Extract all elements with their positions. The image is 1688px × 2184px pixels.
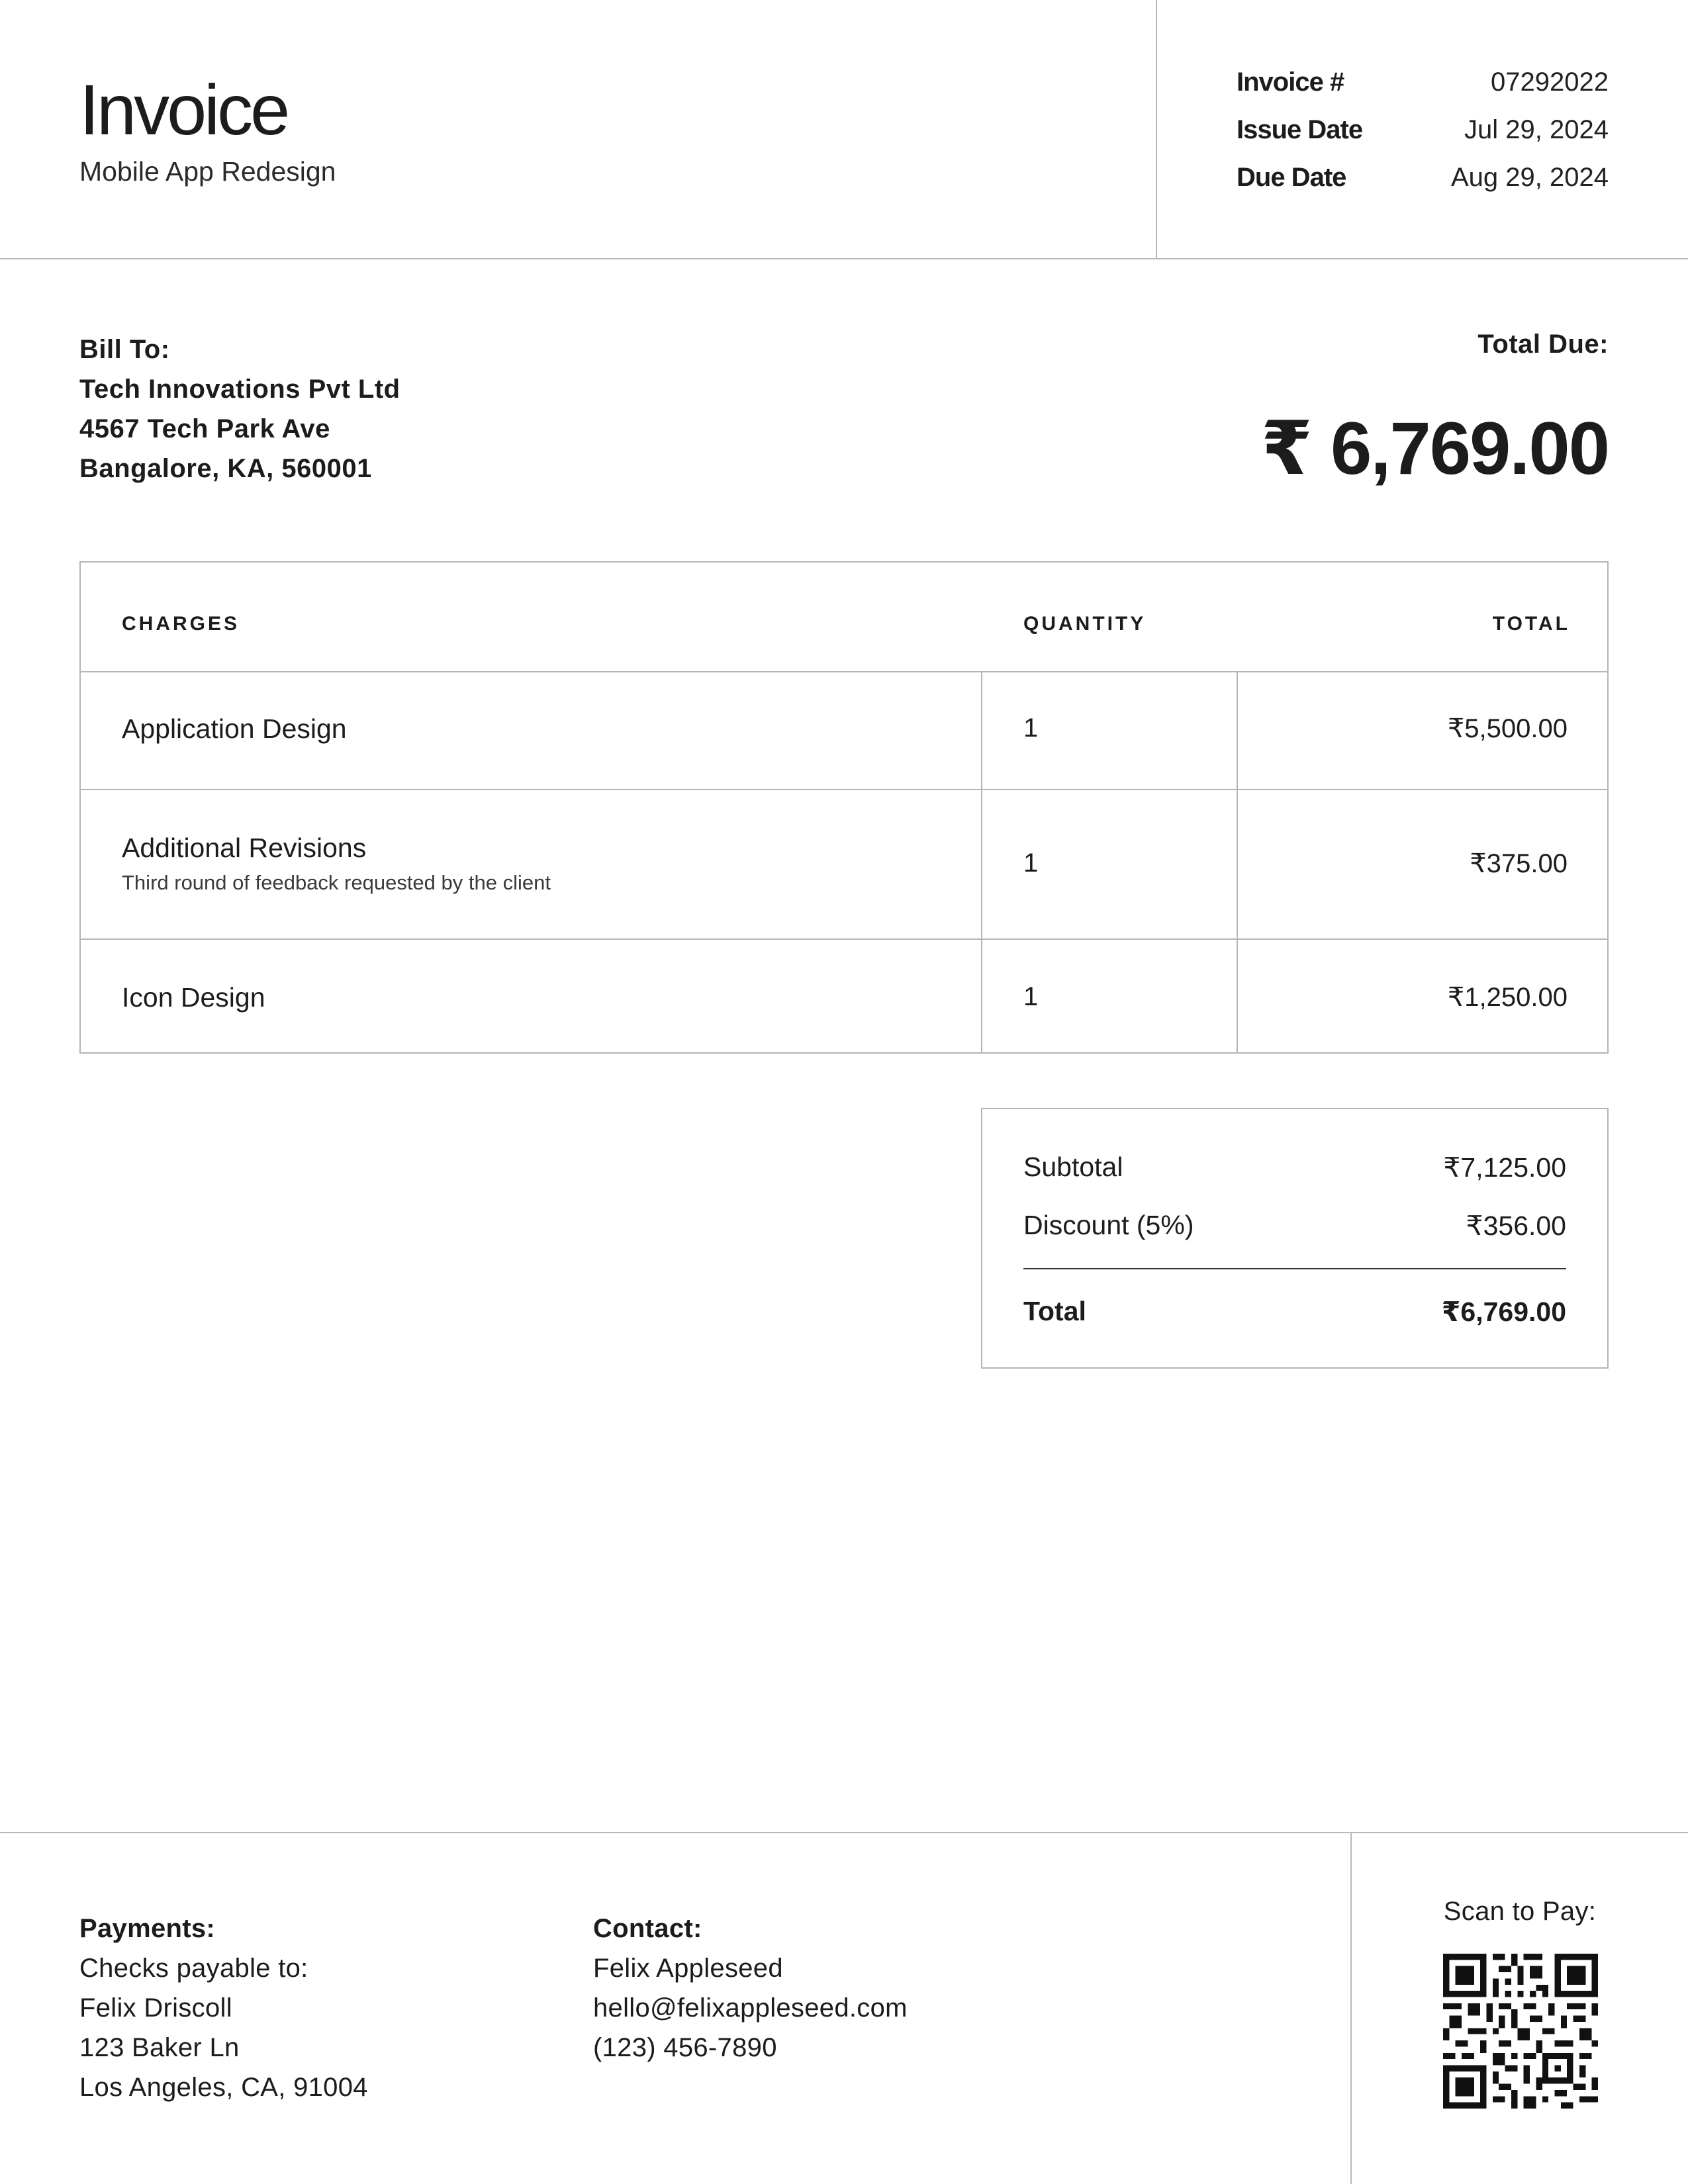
- payments-line: 123 Baker Ln: [79, 2033, 240, 2062]
- scan-to-pay-label: Scan to Pay:: [1443, 1897, 1597, 1926]
- subtotal-row: [1023, 1152, 1566, 1183]
- discount-value: ₹356.00: [1466, 1210, 1566, 1241]
- charge-description: Third round of feedback requested by the client: [122, 871, 551, 894]
- payments-line: Checks payable to:: [79, 1954, 308, 1983]
- column-divider: [1237, 671, 1238, 1054]
- header-vertical-divider: [1156, 0, 1157, 258]
- contact-name: Felix Appleseed: [593, 1954, 783, 1983]
- charge-quantity: 1: [1023, 713, 1039, 743]
- meta-row-due-date: [1237, 158, 1609, 197]
- payments-label: Payments:: [79, 1914, 216, 1943]
- discount-label: Discount (5%): [1023, 1210, 1194, 1240]
- totals-box: [981, 1108, 1609, 1369]
- total-due-amount: ₹ 6,769.00: [1260, 407, 1609, 490]
- charge-total: ₹1,250.00: [1447, 983, 1568, 1012]
- total-value: ₹6,769.00: [1441, 1297, 1566, 1327]
- qr-code-icon[interactable]: [1443, 1954, 1598, 2109]
- invoice-title: Invoice: [79, 69, 288, 150]
- payments-line: Los Angeles, CA, 91004: [79, 2073, 368, 2102]
- footer-divider: [0, 1832, 1688, 1833]
- meta-row-issue-date: [1237, 110, 1609, 150]
- total-label: Total: [1023, 1296, 1086, 1326]
- bill-to-company: Tech Innovations Pvt Ltd: [79, 375, 400, 404]
- payments-block: [79, 1909, 368, 2107]
- invoice-subtitle: Mobile App Redesign: [79, 156, 336, 187]
- meta-value: 07292022: [1491, 67, 1609, 97]
- charge-name: Additional Revisions: [122, 833, 367, 863]
- table-divider: [81, 789, 1607, 790]
- table-divider: [81, 671, 1607, 672]
- charge-total: ₹5,500.00: [1447, 714, 1568, 743]
- charge-name: Icon Design: [122, 982, 265, 1013]
- payments-line: Felix Driscoll: [79, 1993, 232, 2023]
- header-divider: [0, 258, 1688, 259]
- charges-table: [79, 561, 1609, 1054]
- contact-email: hello@felixappleseed.com: [593, 1993, 908, 2023]
- table-divider: [81, 938, 1607, 940]
- subtotal-label: Subtotal: [1023, 1152, 1123, 1182]
- meta-label: Issue Date: [1237, 114, 1363, 144]
- charge-quantity: 1: [1023, 848, 1039, 878]
- bill-to-label: Bill To:: [79, 335, 170, 364]
- discount-row: [1023, 1210, 1566, 1242]
- contact-block: [593, 1909, 908, 2068]
- charge-quantity: 1: [1023, 982, 1039, 1011]
- meta-label: Due Date: [1237, 162, 1346, 192]
- bill-to-block: [79, 330, 400, 488]
- column-header-charges: CHARGES: [122, 613, 240, 635]
- subtotal-value: ₹7,125.00: [1443, 1152, 1566, 1183]
- meta-label: Invoice #: [1237, 67, 1344, 97]
- column-header-total: TOTAL: [1492, 613, 1570, 635]
- meta-value: Aug 29, 2024: [1451, 162, 1609, 192]
- bill-to-city: Bangalore, KA, 560001: [79, 454, 372, 483]
- contact-label: Contact:: [593, 1914, 702, 1943]
- total-row: [1023, 1296, 1566, 1328]
- column-header-quantity: QUANTITY: [1023, 613, 1147, 635]
- totals-divider: [1023, 1268, 1566, 1269]
- charge-name: Application Design: [122, 713, 347, 744]
- footer-vertical-divider: [1350, 1833, 1352, 2184]
- column-divider: [981, 671, 982, 1054]
- contact-phone: (123) 456-7890: [593, 2033, 777, 2062]
- meta-row-invoice-number: [1237, 62, 1609, 102]
- total-due-label: Total Due:: [1477, 330, 1609, 359]
- bill-to-street: 4567 Tech Park Ave: [79, 414, 330, 443]
- meta-value: Jul 29, 2024: [1464, 114, 1609, 144]
- charge-total: ₹375.00: [1470, 849, 1568, 878]
